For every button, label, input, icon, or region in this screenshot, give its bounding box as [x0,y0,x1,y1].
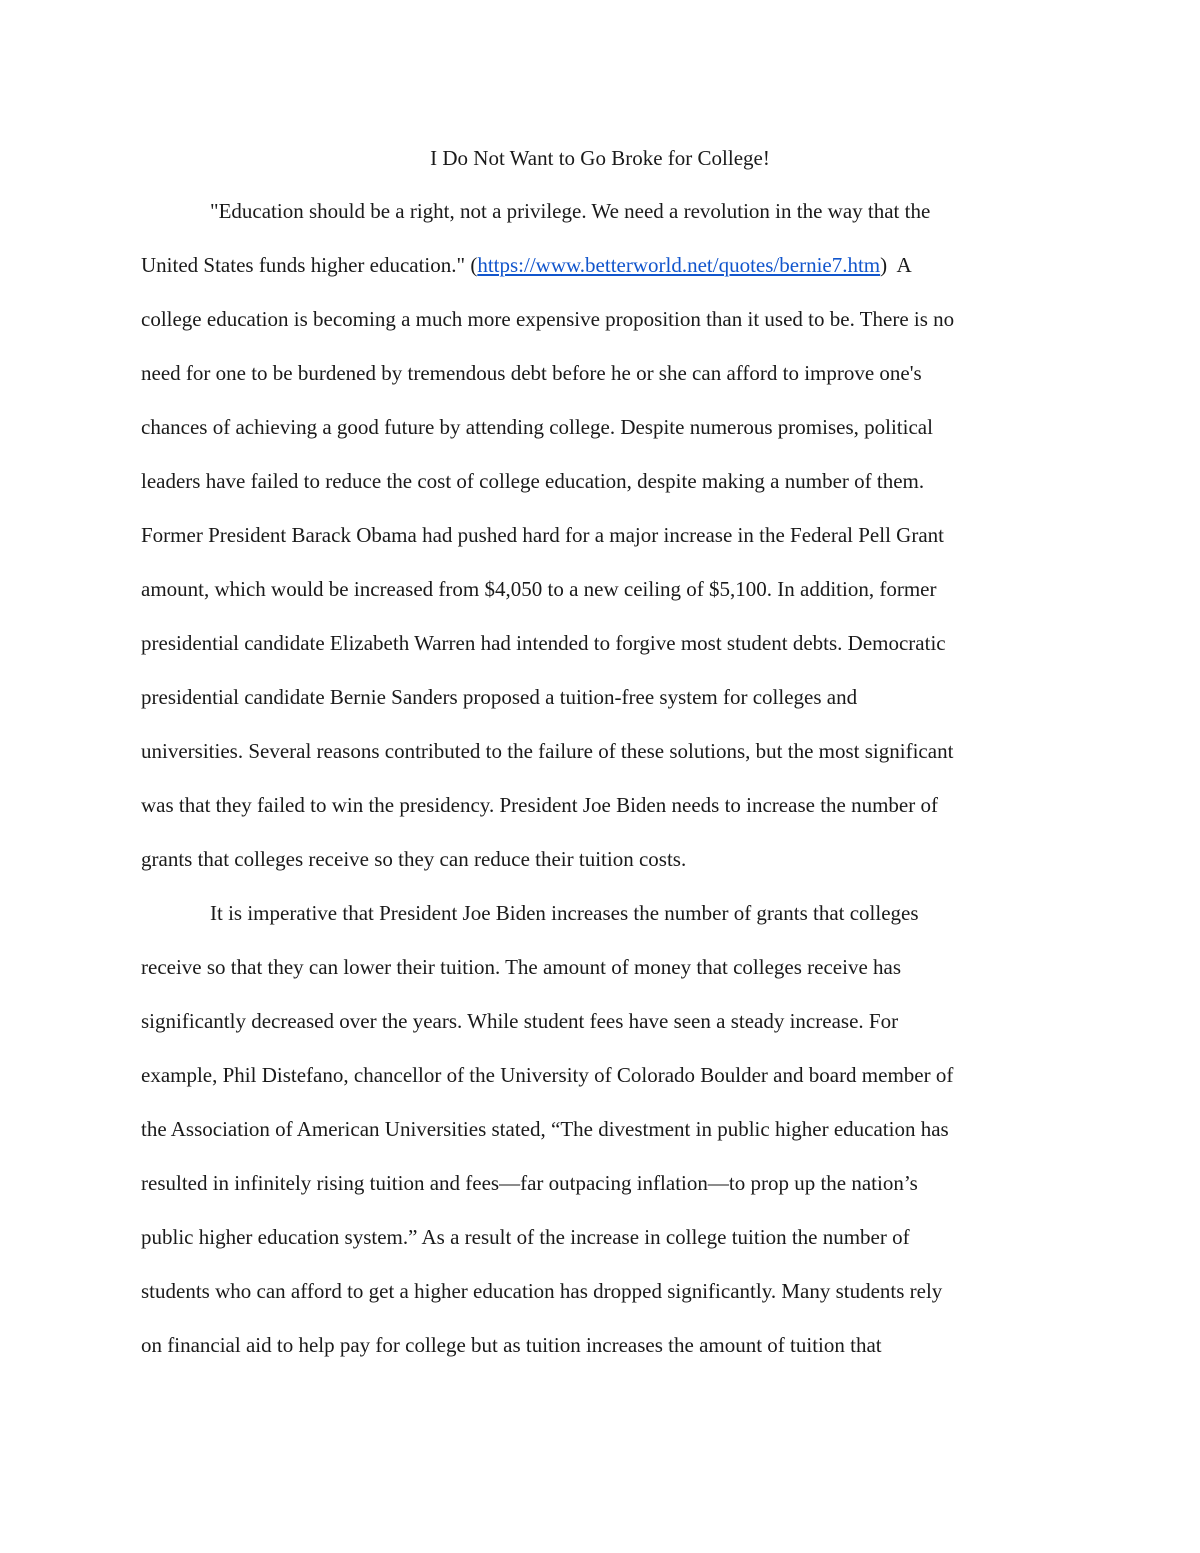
paragraph-1-line-2 [141,247,912,283]
paragraph-2-line-9: on financial aid to help pay for college but as tuition increases the amount of tuition that [141,1333,882,1357]
paragraph-2-line-4: example, Phil Distefano, chancellor of the University of Colorado Boulder and board member of [141,1063,954,1087]
paragraph-2-line-3: significantly decreased over the years. While student fees have seen a steady increase. For [141,1009,899,1033]
paragraph-1-line-10: presidential candidate Bernie Sanders proposed a tuition-free system for colleges and [141,685,858,709]
paragraph-1-line-9: presidential candidate Elizabeth Warren had intended to forgive most student debts. Democratic [141,631,946,655]
paragraph-1-line-6: leaders have failed to reduce the cost of college education, despite making a number of them. [141,469,925,493]
paragraph-1-line-7: Former President Barack Obama had pushed hard for a major increase in the Federal Pell Grant [141,523,944,547]
document-title: I Do Not Want to Go Broke for College! [430,146,770,170]
paragraph-2-line-5: the Association of American Universities stated, “The divestment in public higher education has [141,1117,949,1141]
paragraph-2-line-8: students who can afford to get a higher education has dropped significantly. Many students rely [141,1279,943,1303]
paragraph-2-line-1: It is imperative that President Joe Biden increases the number of grants that colleges [210,901,919,925]
paragraph-1-line-3: college education is becoming a much more expensive proposition than it used to be. There is no [141,307,955,331]
paragraph-1-line-2-tail: ) A [880,253,912,277]
paragraph-1-line-13: grants that colleges receive so they can reduce their tuition costs. [141,847,687,871]
source-link[interactable]: https://www.betterworld.net/quotes/bernie7.htm [477,253,881,277]
paragraph-2-line-2: receive so that they can lower their tuition. The amount of money that colleges receive has [141,955,902,979]
paragraph-1-line-4: need for one to be burdened by tremendous debt before he or she can afford to improve one's [141,361,922,385]
paragraph-1-line-2-text: United States funds higher education." ( [141,253,478,277]
paragraph-1-line-1: "Education should be a right, not a privilege. We need a revolution in the way that the [210,199,931,223]
paragraph-2-line-6: resulted in infinitely rising tuition and fees—far outpacing inflation—to prop up the nation’s [141,1171,918,1195]
paragraph-1-line-5: chances of achieving a good future by attending college. Despite numerous promises, political [141,415,933,439]
paragraph-2-line-7: public higher education system.” As a result of the increase in college tuition the number of [141,1225,910,1249]
paragraph-1-line-12: was that they failed to win the presidency. President Joe Biden needs to increase the number of [141,793,938,817]
paragraph-1-line-8: amount, which would be increased from $4,050 to a new ceiling of $5,100. In addition, former [141,577,937,601]
paragraph-1-line-11: universities. Several reasons contributed to the failure of these solutions, but the most significant [141,739,954,763]
